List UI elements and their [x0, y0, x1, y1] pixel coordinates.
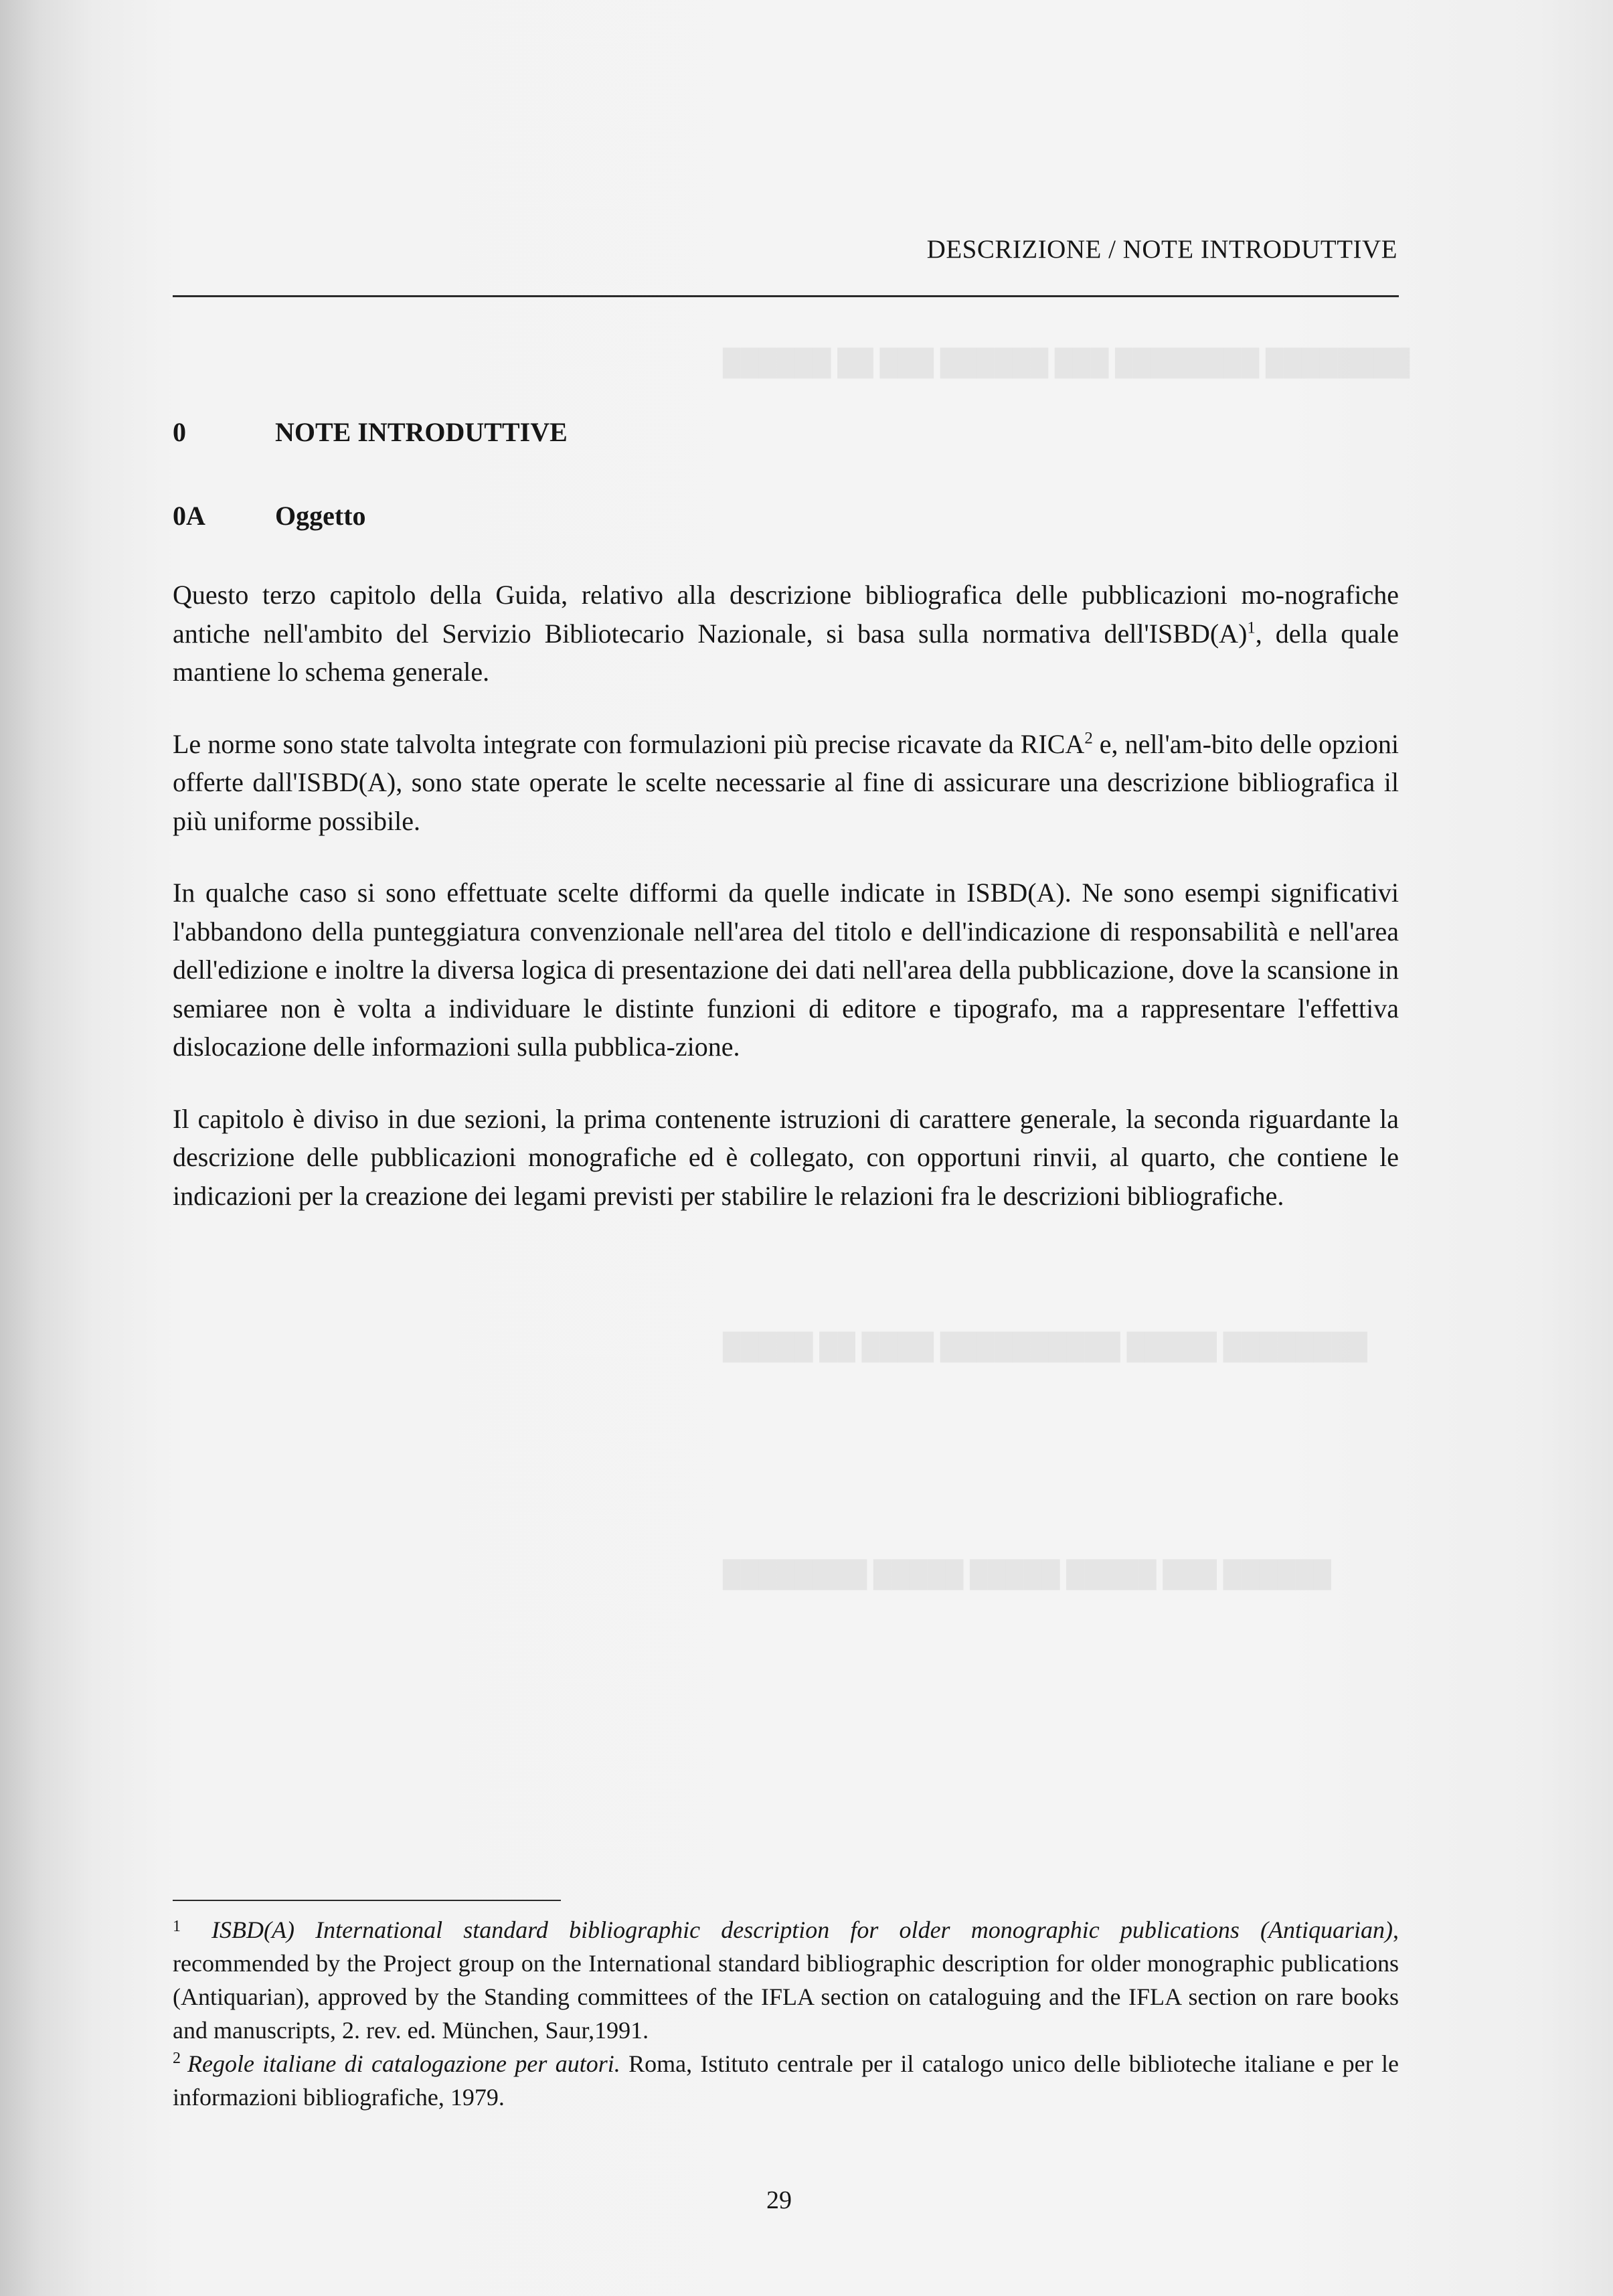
section-number: 0 — [173, 417, 186, 447]
footnote-text: Roma, Istituto centrale per il catalogo unico delle biblioteche italiane e per le informazioni bibliografiche, 1979. — [173, 2050, 1399, 2111]
footnote-text: , recommended by the Project group on the International standard bibliographic description for older monographic publications (Antiquarian), approved by the Standing committees of the IFLA section on cataloguing and the IFLA section on rare books and manuscripts, 2. rev. ed. München, Saur,1991. — [173, 1916, 1399, 2044]
page-number: 29 — [766, 2186, 792, 2214]
footnote — [173, 2047, 1399, 2114]
paragraph-text: , della quale mantiene lo schema generale. — [173, 618, 1399, 687]
paragraph-text: Le norme sono state talvolta integrate con formulazioni più precise ricavate da RICA — [173, 728, 1085, 759]
header-rule — [173, 295, 1399, 297]
footnote-ref: 2 — [1084, 729, 1093, 748]
paragraph: In qualche caso si sono effettuate scelte difformi da quelle indicate in ISBD(A). Ne sono esempi significativi l'abbandono della punteggiatura convenzionale nell'area del titolo e dell'indicazione di responsabilità e nell'area dell'edizione e inoltre la diversa logica di presentazione dei dati nell'area della pubblicazione, dove la scansione in semiaree non è volta a individuare le distinte funzioni di editore e tipografo, ma a rappresentare l'effettiva dislocazione delle informazioni sulla pubblica-zione. — [173, 878, 1399, 1062]
footnote-title: Regole italiane di catalogazione per autori. — [187, 2050, 620, 2077]
paragraph — [173, 576, 1399, 691]
footnotes — [173, 1913, 1399, 2114]
footnote-mark: 2 — [173, 2050, 181, 2067]
subsection-title: Oggetto — [275, 501, 366, 531]
show-through-decoration: ████████ █████ ██████████ ████ ██ █████ — [723, 1333, 1367, 1361]
show-through-decoration: ██████ ███ █████ █████ █████ ████████ — [723, 1560, 1332, 1588]
paragraph-text: e, nell'am-bito delle opzioni offerte dall'ISBD(A), sono state operate le scelte necessarie al fine di assicurare una descrizione bibliografica il più uniforme possibile. — [173, 728, 1399, 836]
body-text — [173, 576, 1399, 1248]
subsection-heading — [173, 500, 366, 531]
footnote-mark: 1 — [173, 1918, 181, 1935]
paragraph: Il capitolo è diviso in due sezioni, la prima contenente istruzioni di carattere generale, la seconda riguardante la descrizione delle pubblicazioni monografiche ed è collegato, con opportuni rinvii, al quarto, che contiene le indicazioni per la creazione dei legami previsti per stabilire le relazioni fra le descrizioni bibliografiche. — [173, 1103, 1399, 1211]
section-title: NOTE INTRODUTTIVE — [275, 417, 568, 447]
paragraph-text: Questo terzo capitolo della Guida, relativo alla descrizione bibliografica delle pubblicazioni mo-nografiche antiche nell'ambito del Servizio Bibliotecario Nazionale, si basa sulla normativa dell'ISBD(A) — [173, 580, 1399, 649]
footnote-rule — [173, 1900, 561, 1901]
subsection-number: 0A — [173, 501, 205, 531]
paragraph — [173, 725, 1399, 841]
section-heading — [173, 416, 568, 448]
footnote-ref: 1 — [1247, 619, 1256, 637]
running-head: DESCRIZIONE / NOTE INTRODUTTIVE — [926, 235, 1397, 264]
footnote-title: ISBD(A) International standard bibliographic description for older monographic publications (Antiquarian) — [211, 1916, 1393, 1943]
show-through-decoration: ████████ ████████ ███ ██████ ███ ██ ██████ — [723, 349, 1410, 377]
footnote — [173, 1913, 1399, 2047]
